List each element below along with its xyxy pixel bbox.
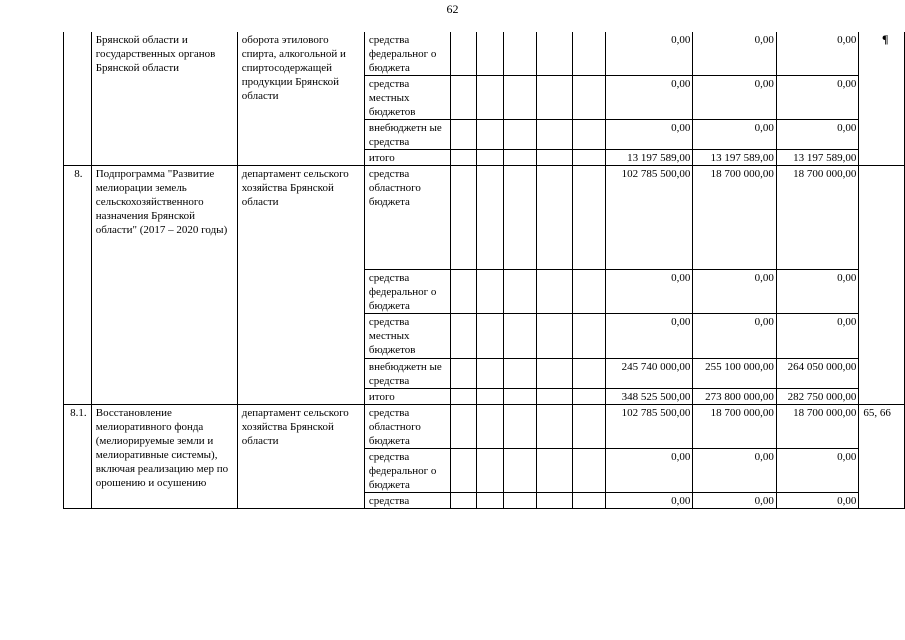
funding-source: средства местных бюджетов (364, 314, 450, 359)
value-cell: 18 700 000,00 (776, 405, 859, 449)
funding-source: средства местных бюджетов (364, 76, 450, 120)
value-cell: 0,00 (693, 449, 777, 493)
funding-source: средства (364, 493, 450, 509)
value-cell: 0,00 (776, 449, 859, 493)
value-cell: 0,00 (693, 76, 777, 120)
value-cell: 0,00 (776, 270, 859, 314)
executor-name: департамент сельского хозяйства Брянской области (237, 166, 364, 405)
funding-source: средства федеральног о бюджета (364, 32, 450, 76)
table-row (64, 405, 905, 449)
value-cell: 13 197 589,00 (606, 150, 693, 166)
value-cell: 0,00 (776, 314, 859, 359)
program-name: Брянской области и государственных органов Брянской области (91, 32, 237, 166)
value-cell: 102 785 500,00 (606, 405, 693, 449)
value-cell: 0,00 (693, 32, 777, 76)
executor-name: оборота этилового спирта, алкогольной и спиртосодержащей продукции Брянской области (237, 32, 364, 166)
value-cell: 0,00 (693, 120, 777, 150)
value-cell: 0,00 (606, 32, 693, 76)
funding-source: итого (364, 150, 450, 166)
value-cell: 0,00 (776, 120, 859, 150)
value-cell: 0,00 (606, 493, 693, 509)
funding-source: средства федеральног о бюджета (364, 449, 450, 493)
margin-marker: ¶ (882, 32, 889, 46)
value-cell: 18 700 000,00 (693, 166, 777, 270)
indicator-cell: 65, 66 (859, 405, 905, 509)
table-row (64, 32, 905, 76)
funding-source: внебюджетн ые средства (364, 359, 450, 389)
value-cell: 13 197 589,00 (776, 150, 859, 166)
value-cell: 0,00 (693, 314, 777, 359)
value-cell: 0,00 (606, 270, 693, 314)
funding-source: средства областного бюджета (364, 166, 450, 270)
value-cell: 0,00 (693, 493, 777, 509)
table-row (64, 166, 905, 270)
value-cell: 255 100 000,00 (693, 359, 777, 389)
value-cell: 0,00 (776, 493, 859, 509)
executor-name: департамент сельского хозяйства Брянской области (237, 405, 364, 509)
indicator-cell (859, 166, 905, 405)
value-cell: 102 785 500,00 (606, 166, 693, 270)
value-cell: 348 525 500,00 (606, 389, 693, 405)
budget-table (63, 32, 905, 509)
funding-source: внебюджетн ые средства (364, 120, 450, 150)
funding-source: средства федеральног о бюджета (364, 270, 450, 314)
funding-source: итого (364, 389, 450, 405)
value-cell: 0,00 (606, 449, 693, 493)
indicator-cell (859, 32, 905, 166)
program-name: Подпрограмма "Развитие мелиорации земель сельскохозяйственного назначения Брянской области" (2017 – 2020 годы) (91, 166, 237, 405)
program-name: Восстановление мелиоративного фонда (мелиорируемые земли и мелиоративные системы), включая реализацию мер по орошению и осушению (91, 405, 237, 509)
page-number: 62 (446, 2, 459, 16)
value-cell: 18 700 000,00 (693, 405, 777, 449)
value-cell: 273 800 000,00 (693, 389, 777, 405)
value-cell: 0,00 (776, 76, 859, 120)
row-number (64, 32, 92, 166)
value-cell: 282 750 000,00 (776, 389, 859, 405)
value-cell: 264 050 000,00 (776, 359, 859, 389)
value-cell: 0,00 (606, 120, 693, 150)
value-cell: 0,00 (606, 314, 693, 359)
value-cell: 18 700 000,00 (776, 166, 859, 270)
row-number: 8. (64, 166, 92, 405)
value-cell: 245 740 000,00 (606, 359, 693, 389)
funding-source: средства областного бюджета (364, 405, 450, 449)
value-cell: 0,00 (693, 270, 777, 314)
value-cell: 0,00 (776, 32, 859, 76)
value-cell: 13 197 589,00 (693, 150, 777, 166)
value-cell: 0,00 (606, 76, 693, 120)
row-number: 8.1. (64, 405, 92, 509)
